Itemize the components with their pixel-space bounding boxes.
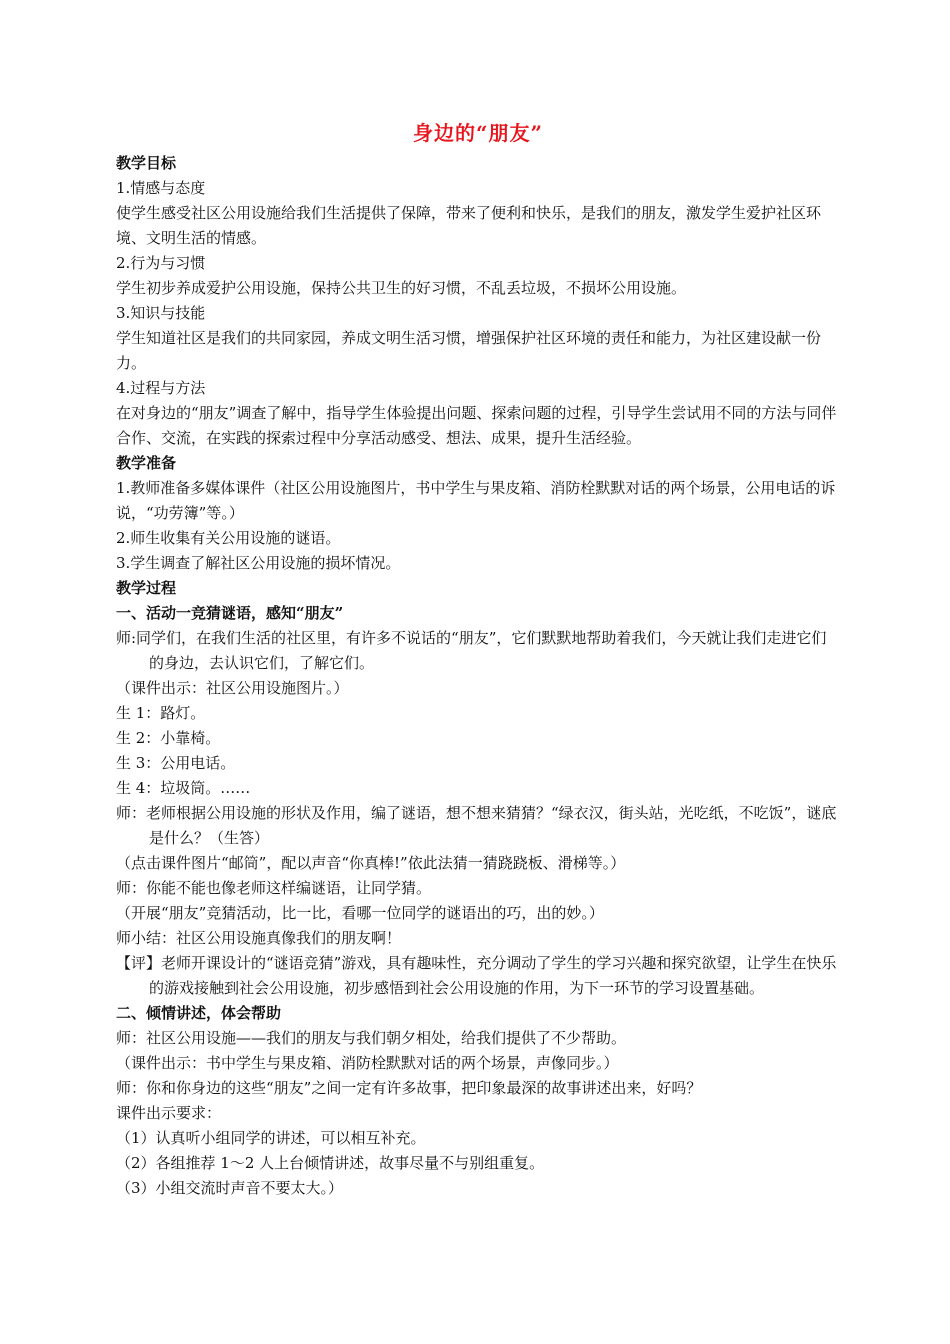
text-paragraph: 2.师生收集有关公用设施的谜语。 — [116, 529, 341, 547]
section-heading: 一、活动一竞猜谜语，感知“朋友” — [116, 604, 344, 622]
section-heading: 教学目标 — [116, 154, 177, 172]
document-page — [116, 118, 840, 1201]
text-paragraph: 1.教师准备多媒体课件（社区公用设施图片，书中学生与果皮箱、消防栓默默对话的两个场景，公用电话的诉说，“功劳簿”等。） — [116, 479, 836, 522]
text-paragraph: （1）认真听小组同学的讲述，可以相互补充。 — [116, 1129, 426, 1147]
text-paragraph: 师：你和你身边的这些“朋友”之间一定有许多故事，把印象最深的故事讲述出来，好吗？ — [116, 1079, 702, 1097]
text-paragraph: 课件出示要求： — [116, 1104, 222, 1122]
text-paragraph: 师：社区公用设施——我们的朋友与我们朝夕相处，给我们提供了不少帮助。 — [116, 1029, 627, 1047]
text-paragraph: 师：你能不能也像老师这样编谜语，让同学猜。 — [116, 879, 432, 897]
text-paragraph: （课件出示：社区公用设施图片。） — [116, 679, 349, 697]
section-heading: 教学准备 — [116, 454, 177, 472]
text-paragraph: （点击课件图片“邮筒”，配以声音“你真棒!”依此法猜一猜跷跷板、滑梯等。） — [116, 854, 626, 872]
text-paragraph: 学生初步养成爱护公用设施，保持公共卫生的好习惯，不乱丢垃圾，不损坏公用设施。 — [116, 279, 687, 297]
text-paragraph: 生 4：垃圾筒。…… — [116, 779, 251, 797]
text-paragraph: （2）各组推荐 1～2 人上台倾情讲述，故事尽量不与别组重复。 — [116, 1154, 545, 1172]
text-paragraph: 生 1：路灯。 — [116, 704, 206, 722]
text-paragraph: （开展“朋友”竞猜活动，比一比，看哪一位同学的谜语出的巧，出的妙。） — [116, 904, 604, 922]
text-paragraph: 【评】老师开课设计的“谜语竞猜”游戏，具有趣味性，充分调动了学生的学习兴趣和探究欲望，让学生在快乐的游戏接触到社会公用设施，初步感悟到社会公用设施的作用，为下一环节的学习设置基础。 — [116, 954, 837, 997]
text-paragraph: 使学生感受社区公用设施给我们生活提供了保障，带来了便利和快乐，是我们的朋友，激发学生爱护社区环境、文明生活的情感。 — [116, 204, 822, 247]
text-paragraph: 在对身边的“朋友”调查了解中，指导学生体验提出问题、探索问题的过程，引导学生尝试用不同的方法与同伴合作、交流，在实践的探索过程中分享活动感受、想法、成果，提升生活经验。 — [116, 404, 837, 447]
document-title: 身边的“朋友” — [412, 121, 543, 145]
text-paragraph: （3）小组交流时声音不要太大。） — [116, 1179, 344, 1197]
text-paragraph: （课件出示：书中学生与果皮箱、消防栓默默对话的两个场景，声像同步。） — [116, 1054, 619, 1072]
text-paragraph: 生 2：小靠椅。 — [116, 729, 221, 747]
text-paragraph: 生 3：公用电话。 — [116, 754, 236, 772]
text-paragraph: 师：老师根据公用设施的形状及作用，编了谜语，想不想来猜猜？“绿衣汉，街头站，光吃纸，不吃饭”，谜底是什么？（生答） — [116, 804, 837, 847]
text-paragraph: 师:同学们，在我们生活的社区里，有许多不说话的“朋友”，它们默默地帮助着我们，今天就让我们走进它们的身边，去认识它们，了解它们。 — [116, 629, 827, 672]
text-paragraph: 3.学生调查了解社区公用设施的损坏情况。 — [116, 554, 401, 572]
section-heading: 二、倾情讲述，体会帮助 — [116, 1004, 282, 1022]
text-paragraph: 1.情感与态度 — [116, 179, 206, 197]
text-paragraph: 2.行为与习惯 — [116, 254, 206, 272]
document-body — [116, 151, 840, 1201]
text-paragraph: 4.过程与方法 — [116, 379, 206, 397]
section-heading: 教学过程 — [116, 579, 177, 597]
text-paragraph: 3.知识与技能 — [116, 304, 206, 322]
text-paragraph: 学生知道社区是我们的共同家园，养成文明生活习惯，增强保护社区环境的责任和能力，为社区建设献一份力。 — [116, 329, 822, 372]
text-paragraph: 师小结：社区公用设施真像我们的朋友啊！ — [116, 929, 402, 947]
